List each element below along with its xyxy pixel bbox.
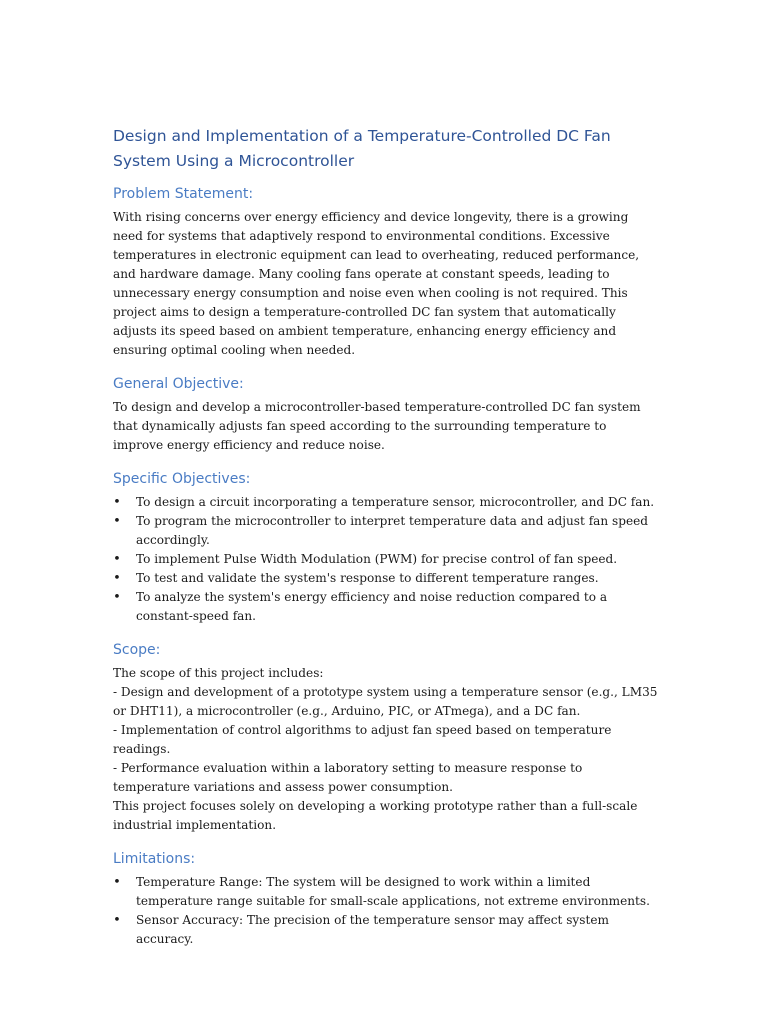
specific-objectives-list: [113, 493, 658, 626]
bullet-icon: •: [113, 552, 121, 567]
scope-text: [113, 664, 658, 835]
scope-heading: Scope:: [113, 642, 161, 658]
problem-statement-text: With rising concerns over energy efficiency and device longevity, there is a growing need for systems that adaptively respond to environmental conditions. Excessive temperatures in electronic equipment can lead to overheating, reduced performance, and hardware damage. Many cooling fans operate at constant speeds, leading to unnecessary energy consumption and noise even when cooling is not required. This project aims to design a temperature-controlled DC fan system that automatically adjusts its speed based on ambient temperature, enhancing energy efficiency and ensuring optimal cooling when needed.: [113, 210, 640, 357]
bullet-icon: •: [113, 495, 121, 510]
list-item: [113, 550, 658, 569]
list-item-text: Temperature Range: The system will be designed to work within a limited temperature range suitable for small-scale applications, not extreme environments.: [136, 875, 650, 908]
bullet-icon: •: [113, 913, 121, 928]
problem-statement-heading: Problem Statement:: [113, 186, 254, 202]
document-title: Design and Implementation of a Temperature-Controlled DC Fan System Using a Microcontroller: [113, 127, 611, 170]
list-item-text: Sensor Accuracy: The precision of the temperature sensor may affect system accuracy.: [136, 913, 609, 946]
list-item: [113, 569, 658, 588]
scope-item: - Implementation of control algorithms to adjust fan speed based on temperature readings.: [113, 723, 612, 756]
general-objective-heading: General Objective:: [113, 376, 244, 392]
general-objective-section: [113, 374, 658, 455]
list-item: [113, 588, 658, 626]
bullet-icon: •: [113, 875, 121, 890]
general-objective-text: To design and develop a microcontroller-based temperature-controlled DC fan system that dynamically adjusts fan speed according to the surrounding temperature to improve energy efficiency and reduce noise.: [113, 400, 641, 452]
list-item-text: To test and validate the system's response to different temperature ranges.: [136, 571, 599, 585]
scope-item: - Design and development of a prototype system using a temperature sensor (e.g., LM35 or DHT11), a microcontroller (e.g., Arduino, PIC, or ATmega), and a DC fan.: [113, 685, 658, 718]
problem-statement-section: [113, 184, 658, 360]
list-item: [113, 911, 658, 949]
bullet-icon: •: [113, 590, 121, 605]
list-item: [113, 512, 658, 550]
scope-closing: This project focuses solely on developing a working prototype rather than a full-scale industrial implementation.: [113, 799, 638, 832]
limitations-section: [113, 849, 658, 949]
bullet-icon: •: [113, 514, 121, 529]
list-item-text: To program the microcontroller to interpret temperature data and adjust fan speed accordingly.: [136, 514, 649, 547]
bullet-icon: •: [113, 571, 121, 586]
scope-section: [113, 640, 658, 835]
list-item: [113, 493, 658, 512]
limitations-list: [113, 873, 658, 949]
document-page: [113, 124, 658, 963]
list-item-text: To design a circuit incorporating a temperature sensor, microcontroller, and DC fan.: [136, 495, 655, 509]
specific-objectives-heading: Specific Objectives:: [113, 471, 251, 487]
specific-objectives-section: [113, 469, 658, 626]
list-item-text: To implement Pulse Width Modulation (PWM) for precise control of fan speed.: [136, 552, 618, 566]
scope-item: - Performance evaluation within a laboratory setting to measure response to temperature variations and assess power consumption.: [113, 761, 583, 794]
scope-intro: The scope of this project includes:: [113, 666, 324, 680]
list-item: [113, 873, 658, 911]
limitations-heading: Limitations:: [113, 851, 196, 867]
list-item-text: To analyze the system's energy efficiency and noise reduction compared to a constant-speed fan.: [136, 590, 608, 623]
